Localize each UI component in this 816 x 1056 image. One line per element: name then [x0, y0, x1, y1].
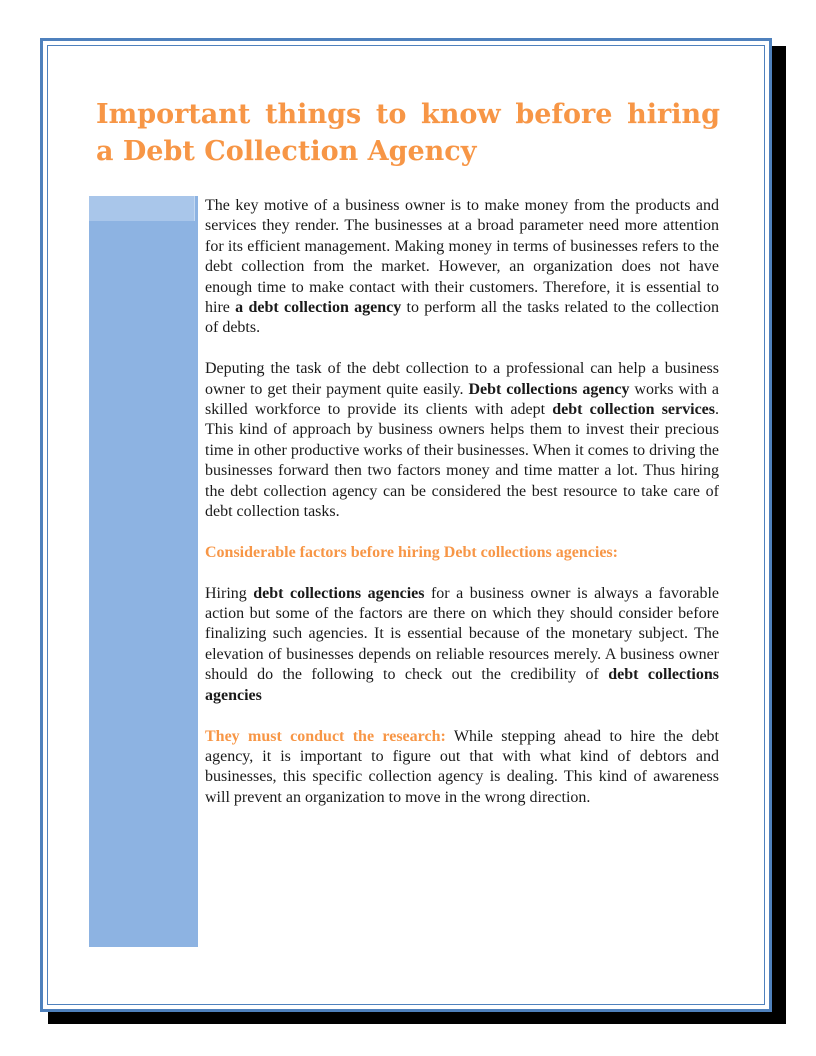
bold-phrase: debt collections agencies: [205, 666, 720, 704]
document-body: [205, 196, 719, 808]
paragraph-text: to perform all the tasks related to the collection of debts.: [205, 299, 719, 337]
paragraph-text: Hiring: [205, 584, 254, 602]
paragraph-text: works with a skilled workforce to provide its clients with adept: [205, 380, 720, 419]
paragraph-hiring: [205, 584, 719, 706]
paragraph-text: While stepping ahead to hire the debt agency, it is important to figure out that with what kind of debtors and businesses, this specific collection agency is dealing. This kind of awareness will prevent an organization to move in the wrong direction.: [205, 727, 719, 806]
paragraph-research: [205, 727, 719, 809]
section-heading: Considerable factors before hiring Debt collections agencies:: [205, 543, 618, 561]
paragraph-text: . This kind of approach by business owners helps them to invest their precious time in other productive works of their businesses. When it comes to driving the businesses forward then two factors money and time matter a lot. Thus hiring the debt collection agency can be considered the best resource to take care of debt collection tasks.: [205, 401, 719, 521]
inline-heading: They must conduct the research:: [205, 727, 446, 745]
bold-phrase: debt collections agencies: [253, 584, 425, 602]
paragraph-intro: [205, 196, 719, 339]
paragraph-text: for a business owner is always a favorable action but some of the factors are there on which they should consider before finalizing such agencies. It is essential because of the monetary subject. The elevation of businesses depends on reliable resources merely. A business owner should do the following to check out the credibility of: [205, 584, 720, 684]
sidebar-decoration: [89, 196, 198, 947]
paragraph-text: The key motive of a business owner is to make money from the products and services they render. The businesses at a broad parameter need more attention for its efficient management. Making money in terms of businesses refers to the debt collection from the market. However, an organization does not have enough time to make contact with their customers. Therefore, it is essential to hire: [205, 197, 719, 317]
sidebar-decoration-top: [89, 196, 195, 221]
bold-phrase: debt collection services: [552, 401, 715, 419]
document-title: Important things to know before hiring a Debt Collection Agency: [96, 99, 720, 167]
paragraph-deputing: [205, 359, 719, 522]
bold-phrase: a debt collection agency: [235, 299, 402, 317]
paragraph-text: Deputing the task of the debt collection to a professional can help a business owner to get their payment quite easily.: [205, 360, 719, 398]
bold-phrase: Debt collections agency: [468, 380, 630, 398]
